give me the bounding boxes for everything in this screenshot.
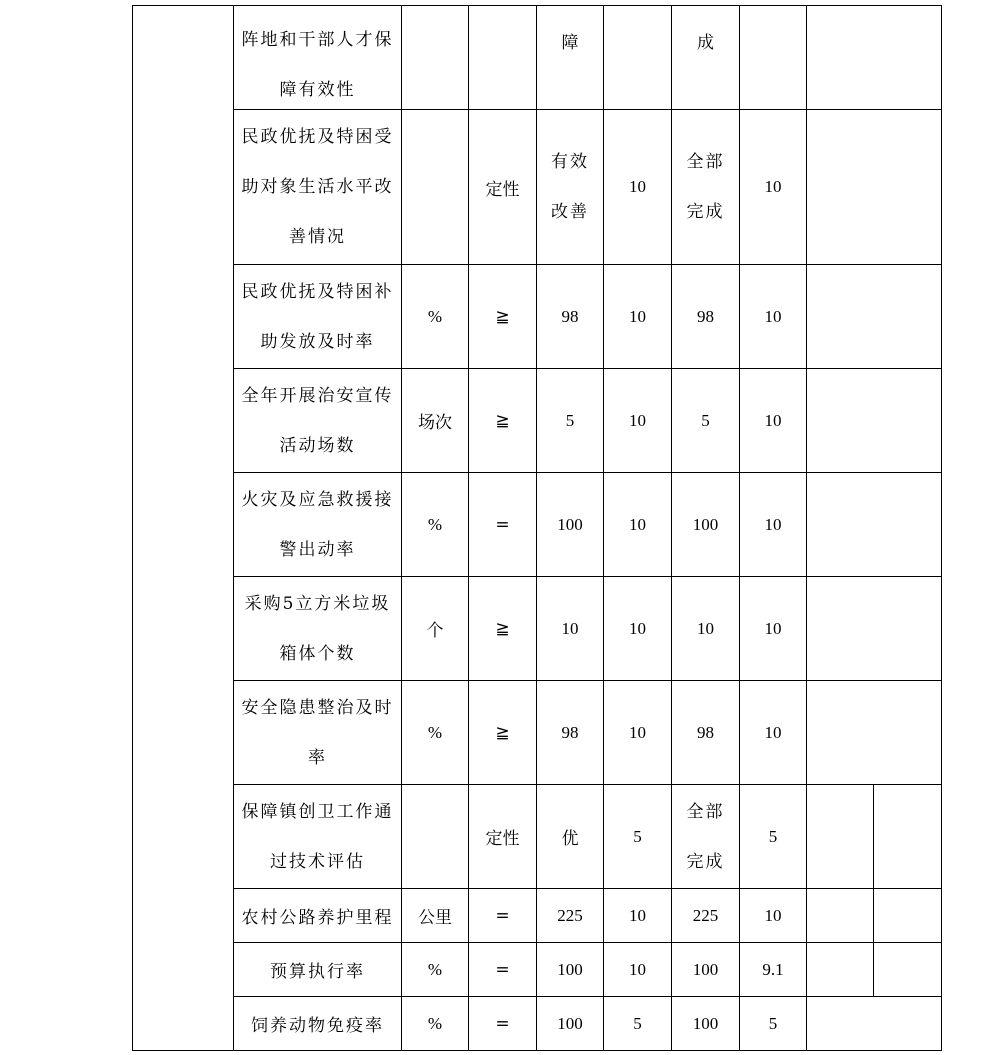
target-cell: 10 (561, 618, 579, 638)
indicator-cell: 农村公路养护里程 (241, 908, 394, 928)
actual-cell: 225 (692, 905, 719, 925)
target-cell: 98 (561, 722, 579, 742)
target-cell: 98 (561, 306, 579, 326)
target-cell: 100 (557, 959, 583, 979)
v-line (806, 5, 807, 1051)
op-cell: 定性 (485, 829, 520, 849)
got-cell: 10 (764, 177, 782, 196)
v-line (132, 5, 133, 1051)
indicator-cell: 民政优抚及特困受助对象生活水平改善情况 (241, 127, 394, 247)
op-cell: = (495, 905, 510, 926)
got-cell: 10 (764, 410, 782, 430)
unit-cell: 公里 (418, 908, 452, 928)
indicator-cell: 饲养动物免疫率 (251, 1016, 384, 1036)
got-cell: 10 (764, 905, 782, 925)
op-cell: ≧ (495, 722, 510, 743)
got-cell: 10 (764, 514, 782, 534)
indicator-cell: 阵地和干部人才保障有效性 (241, 30, 394, 100)
actual-cell: 100 (692, 514, 719, 534)
target-cell: 优 (561, 829, 579, 849)
unit-cell: % (427, 1013, 443, 1033)
target-cell: 有效改善 (551, 152, 589, 222)
got-cell: 10 (764, 722, 782, 742)
actual-cell: 98 (697, 722, 714, 742)
target-cell: 障 (561, 32, 579, 53)
score-cell: 10 (629, 905, 646, 925)
op-cell: = (495, 959, 510, 980)
indicator-cell: 预算执行率 (270, 962, 365, 982)
actual-cell: 100 (692, 959, 719, 979)
actual-cell: 10 (697, 618, 714, 638)
indicator-cell: 全年开展治安宣传活动场数 (241, 385, 394, 456)
score-cell: 10 (629, 177, 646, 196)
indicator-cell: 火灾及应急救援接警出动率 (241, 489, 394, 560)
indicator-cell: 民政优抚及特困补助发放及时率 (241, 281, 394, 352)
target-cell: 225 (557, 905, 583, 925)
score-cell: 10 (629, 959, 646, 979)
unit-cell: 个 (426, 621, 444, 641)
actual-cell: 全部完成 (686, 801, 725, 872)
got-cell: 9.1 (762, 959, 784, 979)
op-cell: ≧ (495, 306, 510, 327)
target-cell: 100 (557, 514, 583, 534)
actual-cell: 成 (697, 32, 714, 53)
op-cell: ≧ (495, 618, 510, 639)
op-cell: = (495, 1013, 510, 1034)
actual-cell: 全部完成 (686, 152, 725, 222)
indicator-cell: 安全隐患整治及时率 (241, 697, 394, 768)
v-line (941, 5, 942, 1051)
h-line-top (132, 5, 942, 6)
unit-cell: % (427, 722, 443, 742)
got-cell: 5 (768, 1013, 778, 1033)
op-cell: = (495, 514, 510, 535)
h-line-bottom (132, 1050, 942, 1051)
indicator-cell: 保障镇创卫工作通过技术评估 (241, 801, 394, 872)
score-cell: 10 (629, 410, 646, 430)
score-cell: 5 (633, 1013, 642, 1033)
actual-cell: 98 (697, 306, 714, 326)
got-cell: 10 (764, 618, 782, 638)
score-cell: 5 (633, 826, 642, 846)
op-cell: 定性 (485, 179, 520, 200)
target-cell: 5 (565, 410, 575, 430)
unit-cell: % (427, 959, 443, 979)
got-cell: 10 (764, 306, 782, 326)
score-cell: 10 (629, 722, 646, 742)
actual-cell: 100 (692, 1013, 719, 1033)
indicator-cell: 采购5立方米垃圾箱体个数 (244, 593, 391, 664)
score-cell: 10 (629, 618, 646, 638)
target-cell: 100 (557, 1013, 583, 1033)
unit-cell: 场次 (418, 413, 452, 433)
unit-cell: % (427, 514, 443, 534)
score-cell: 10 (629, 306, 646, 326)
v-line (873, 784, 874, 996)
got-cell: 5 (768, 826, 778, 846)
op-cell: ≧ (495, 410, 510, 431)
actual-cell: 5 (701, 410, 710, 430)
score-cell: 10 (629, 514, 646, 534)
unit-cell: % (427, 306, 443, 326)
